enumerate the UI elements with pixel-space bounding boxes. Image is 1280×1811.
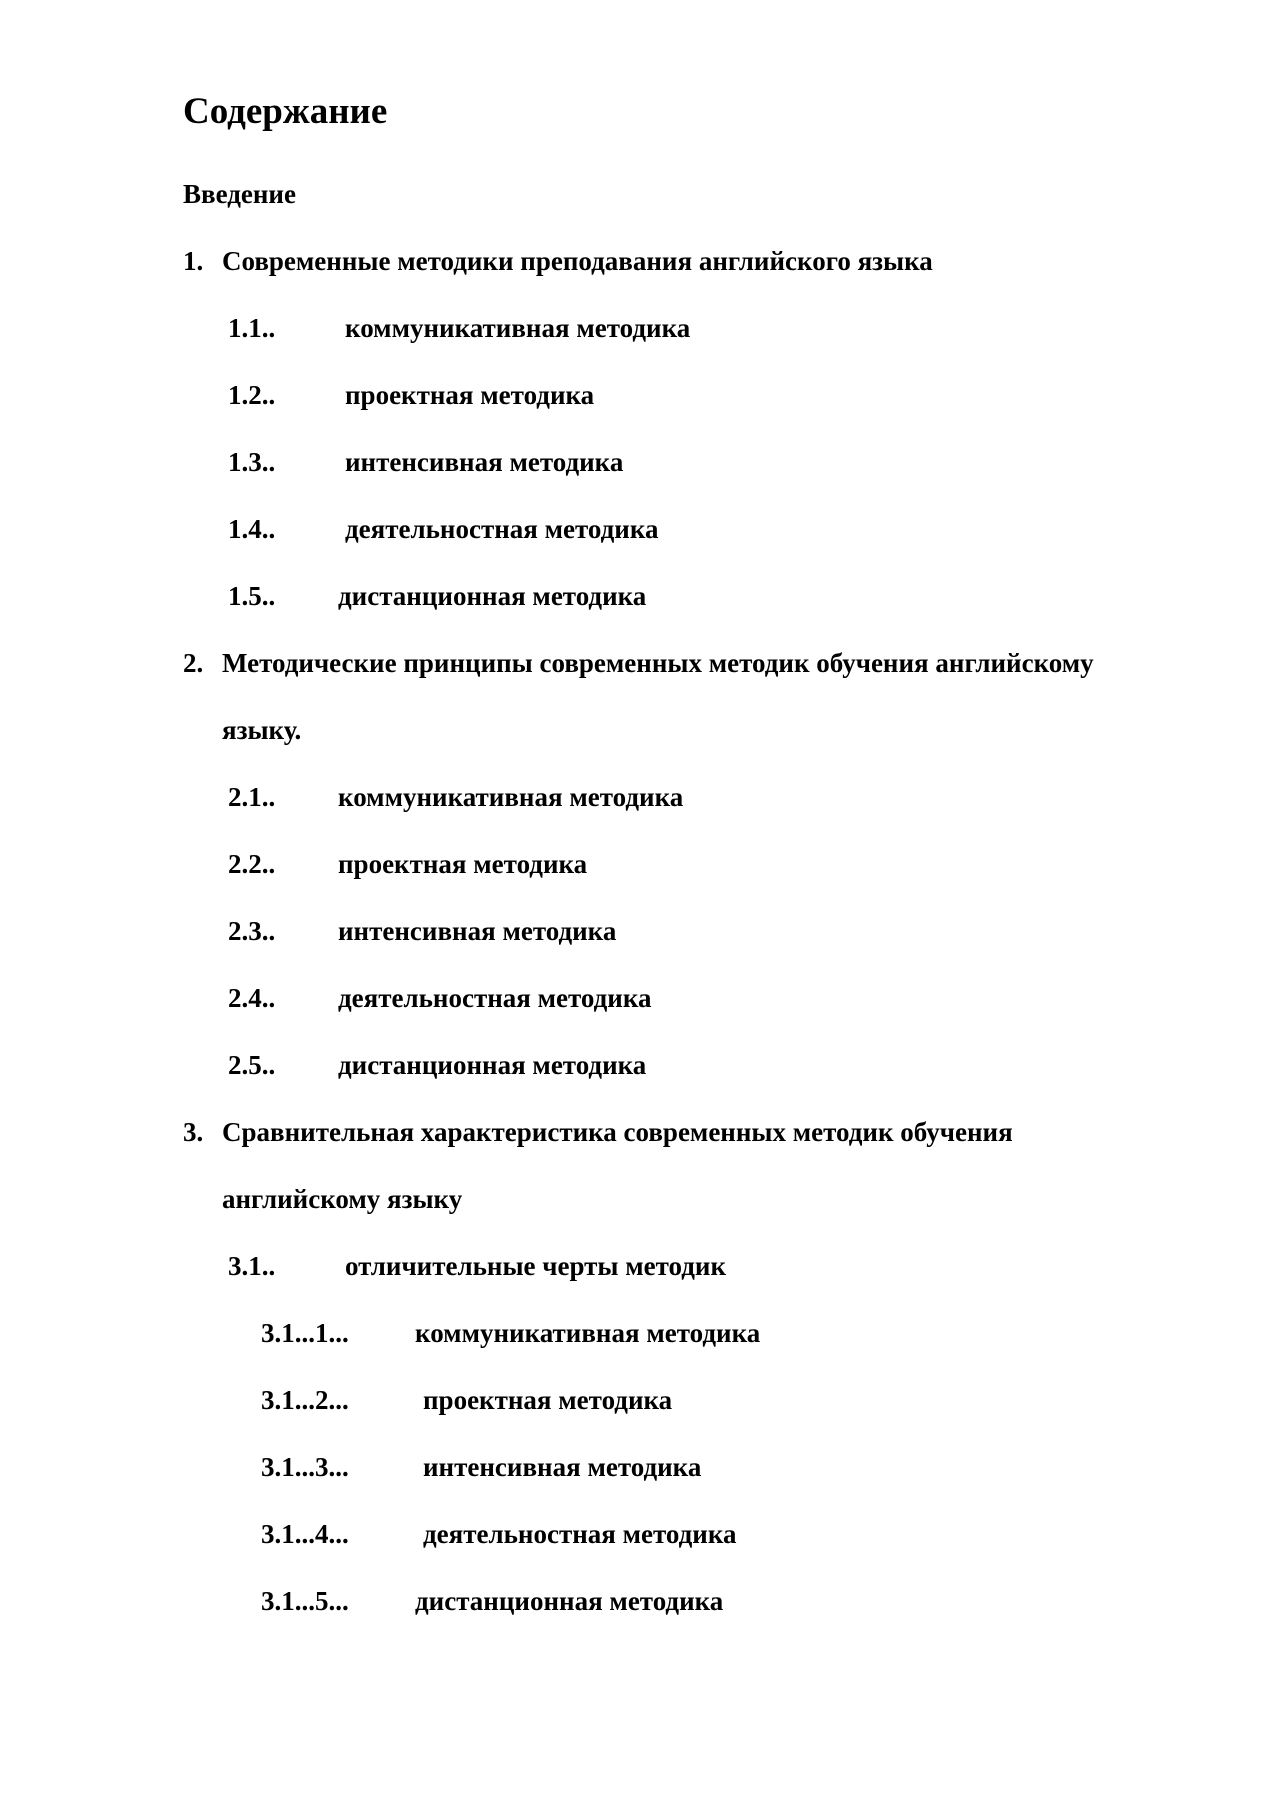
toc-entry-number: 1. <box>183 246 204 276</box>
toc-entry-number: 3.1...1... <box>261 1318 349 1348</box>
toc-entry-title: Введение <box>183 179 296 209</box>
toc-entry-title: Сравнительная характеристика современных методик обучения <box>222 1117 1013 1147</box>
toc-entry-number: 3.1...2... <box>261 1385 349 1415</box>
toc-entry-title: коммуникативная методика <box>338 782 684 812</box>
toc-entry-title: проектная методика <box>345 380 595 410</box>
toc-entry-title: языку. <box>222 715 302 745</box>
toc-entry-title: отличительные черты методик <box>345 1251 727 1281</box>
toc-entry-number: 2.4.. <box>228 983 276 1013</box>
toc-entry-number: 3.1...4... <box>261 1519 349 1549</box>
toc-entry-number: 1.5.. <box>228 581 276 611</box>
toc-entry-title: Методические принципы современных методик обучения английскому <box>222 648 1094 678</box>
toc-entry-title: деятельностная методика <box>338 983 652 1013</box>
toc-entry-number: 2.5.. <box>228 1050 276 1080</box>
toc-entry-number: 1.4.. <box>228 514 276 544</box>
toc-entry-number: 1.3.. <box>228 447 276 477</box>
toc-entry-number: 2.2.. <box>228 849 276 879</box>
toc-entry-number: 3.1.. <box>228 1251 276 1281</box>
toc-entry-title: Современные методики преподавания английского языка <box>222 246 933 276</box>
toc-entry-title: коммуникативная методика <box>415 1318 761 1348</box>
toc-entry-number: 1.1.. <box>228 313 276 343</box>
toc-entry-number: 3.1...3... <box>261 1452 349 1482</box>
toc-entry-number: 3.1...5... <box>261 1586 349 1616</box>
toc-entry-number: 3. <box>183 1117 204 1147</box>
toc-title: Содержание <box>183 91 388 132</box>
toc-entry-title: интенсивная методика <box>338 916 617 946</box>
toc-entry-title: деятельностная методика <box>345 514 659 544</box>
toc-entry-title: коммуникативная методика <box>345 313 691 343</box>
toc-entry-number: 2. <box>183 648 204 678</box>
toc-entry-number: 1.2.. <box>228 380 276 410</box>
toc-entry-title: дистанционная методика <box>338 1050 647 1080</box>
toc-entry-title: интенсивная методика <box>423 1452 702 1482</box>
toc-entry-title: английскому языку <box>222 1184 463 1214</box>
toc-entry-title: дистанционная методика <box>338 581 647 611</box>
toc-entry-number: 2.3.. <box>228 916 276 946</box>
toc-entry-title: деятельностная методика <box>423 1519 737 1549</box>
toc-entry-title: проектная методика <box>423 1385 673 1415</box>
toc-entry-number: 2.1.. <box>228 782 276 812</box>
toc-entry-title: интенсивная методика <box>345 447 624 477</box>
toc-entry-title: проектная методика <box>338 849 588 879</box>
toc-entry-title: дистанционная методика <box>415 1586 724 1616</box>
